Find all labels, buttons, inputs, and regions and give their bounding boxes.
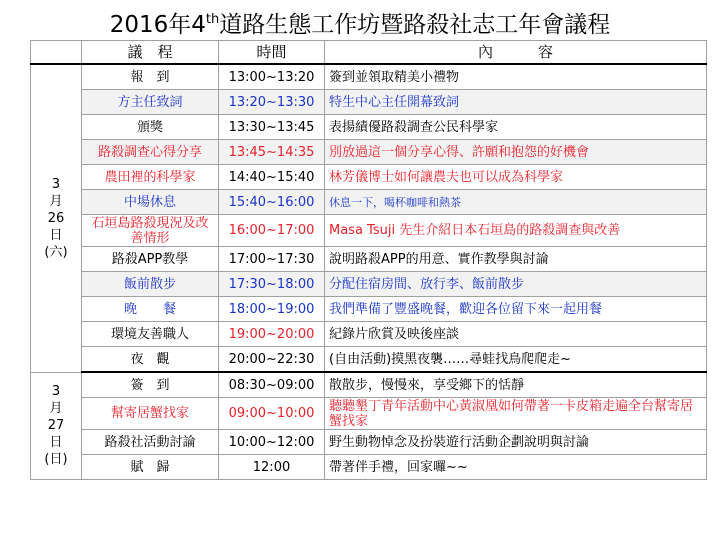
time-cell: 16:00~17:00 bbox=[219, 215, 325, 247]
desc-cell: 野生動物悼念及扮裝遊行活動企劃說明與討論 bbox=[325, 430, 707, 455]
agenda-row bbox=[31, 398, 707, 430]
program-cell: 頒獎 bbox=[82, 115, 219, 140]
agenda-table bbox=[30, 40, 707, 480]
desc-cell: 我們準備了豐盛晚餐，歡迎各位留下來一起用餐 bbox=[325, 297, 707, 322]
header-program: 議 程 bbox=[82, 41, 219, 65]
program-cell: 夜 觀 bbox=[82, 347, 219, 373]
header-day bbox=[31, 41, 82, 65]
desc-cell: 表揚績優路殺調查公民科學家 bbox=[325, 115, 707, 140]
agenda-row bbox=[31, 190, 707, 215]
agenda-row bbox=[31, 90, 707, 115]
desc-cell: 簽到並領取精美小禮物 bbox=[325, 64, 707, 90]
desc-cell: 林芳儀博士如何讓農夫也可以成為科學家 bbox=[325, 165, 707, 190]
title-year: 2016年4 bbox=[109, 12, 206, 38]
agenda-row bbox=[31, 347, 707, 373]
agenda-row bbox=[31, 455, 707, 480]
desc-cell: Masa Tsuji 先生介紹日本石垣島的路殺調查與改善 bbox=[325, 215, 707, 247]
agenda-row bbox=[31, 297, 707, 322]
time-cell: 08:30~09:00 bbox=[219, 372, 325, 398]
time-cell: 09:00~10:00 bbox=[219, 398, 325, 430]
desc-cell: 聽聽墾丁青年活動中心黃淑凰如何帶著一卡皮箱走遍全台幫寄居蟹找家 bbox=[325, 398, 707, 430]
time-cell: 13:45~14:35 bbox=[219, 140, 325, 165]
program-cell: 路殺APP教學 bbox=[82, 247, 219, 272]
program-cell: 晚 餐 bbox=[82, 297, 219, 322]
program-cell: 石垣島路殺現況及改善情形 bbox=[82, 215, 219, 247]
time-cell: 12:00 bbox=[219, 455, 325, 480]
program-cell: 方主任致詞 bbox=[82, 90, 219, 115]
title-text: 道路生態工作坊暨路殺社志工年會議程 bbox=[219, 12, 611, 38]
time-cell: 18:00~19:00 bbox=[219, 297, 325, 322]
program-cell: 路殺調查心得分享 bbox=[82, 140, 219, 165]
desc-cell: 別放過這一個分享心得、許願和抱怨的好機會 bbox=[325, 140, 707, 165]
time-cell: 13:20~13:30 bbox=[219, 90, 325, 115]
time-cell: 17:30~18:00 bbox=[219, 272, 325, 297]
time-cell: 20:00~22:30 bbox=[219, 347, 325, 373]
program-cell: 報 到 bbox=[82, 64, 219, 90]
program-cell: 路殺社活動討論 bbox=[82, 430, 219, 455]
time-cell: 17:00~17:30 bbox=[219, 247, 325, 272]
time-cell: 15:40~16:00 bbox=[219, 190, 325, 215]
day1-label: 3 月 26 日 (六) bbox=[31, 64, 82, 372]
agenda-row bbox=[31, 247, 707, 272]
agenda-row bbox=[31, 372, 707, 398]
desc-cell: 分配住宿房間、放行李、飯前散步 bbox=[325, 272, 707, 297]
program-cell: 農田裡的科學家 bbox=[82, 165, 219, 190]
day2-label: 3 月 27 日 (日) bbox=[31, 372, 82, 480]
agenda-row bbox=[31, 140, 707, 165]
program-cell: 賦 歸 bbox=[82, 455, 219, 480]
desc-cell: (自由活動)摸黑夜襲……尋蛙找鳥爬爬走~ bbox=[325, 347, 707, 373]
agenda-row bbox=[31, 165, 707, 190]
header-row bbox=[31, 41, 707, 65]
agenda-row bbox=[31, 115, 707, 140]
header-content: 內 容 bbox=[325, 41, 707, 65]
time-cell: 13:00~13:20 bbox=[219, 64, 325, 90]
agenda-row bbox=[31, 322, 707, 347]
agenda-row bbox=[31, 64, 707, 90]
program-cell: 簽 到 bbox=[82, 372, 219, 398]
program-cell: 飯前散步 bbox=[82, 272, 219, 297]
title-superscript: th bbox=[205, 12, 220, 27]
program-cell: 中場休息 bbox=[82, 190, 219, 215]
desc-cell: 說明路殺APP的用意、實作教學與討論 bbox=[325, 247, 707, 272]
desc-cell: 特生中心主任開幕致詞 bbox=[325, 90, 707, 115]
time-cell: 19:00~20:00 bbox=[219, 322, 325, 347]
header-time: 時間 bbox=[219, 41, 325, 65]
program-cell: 幫寄居蟹找家 bbox=[82, 398, 219, 430]
agenda-row bbox=[31, 272, 707, 297]
time-cell: 14:40~15:40 bbox=[219, 165, 325, 190]
desc-cell: 休息一下，喝杯咖啡和熱茶 bbox=[325, 190, 707, 215]
time-cell: 13:30~13:45 bbox=[219, 115, 325, 140]
time-cell: 10:00~12:00 bbox=[219, 430, 325, 455]
page-title bbox=[0, 0, 720, 40]
agenda-row bbox=[31, 430, 707, 455]
agenda-row bbox=[31, 215, 707, 247]
desc-cell: 散散步，慢慢來，享受鄉下的恬靜 bbox=[325, 372, 707, 398]
desc-cell: 帶著伴手禮，回家囉~~ bbox=[325, 455, 707, 480]
desc-cell: 紀錄片欣賞及映後座談 bbox=[325, 322, 707, 347]
program-cell: 環境友善職人 bbox=[82, 322, 219, 347]
